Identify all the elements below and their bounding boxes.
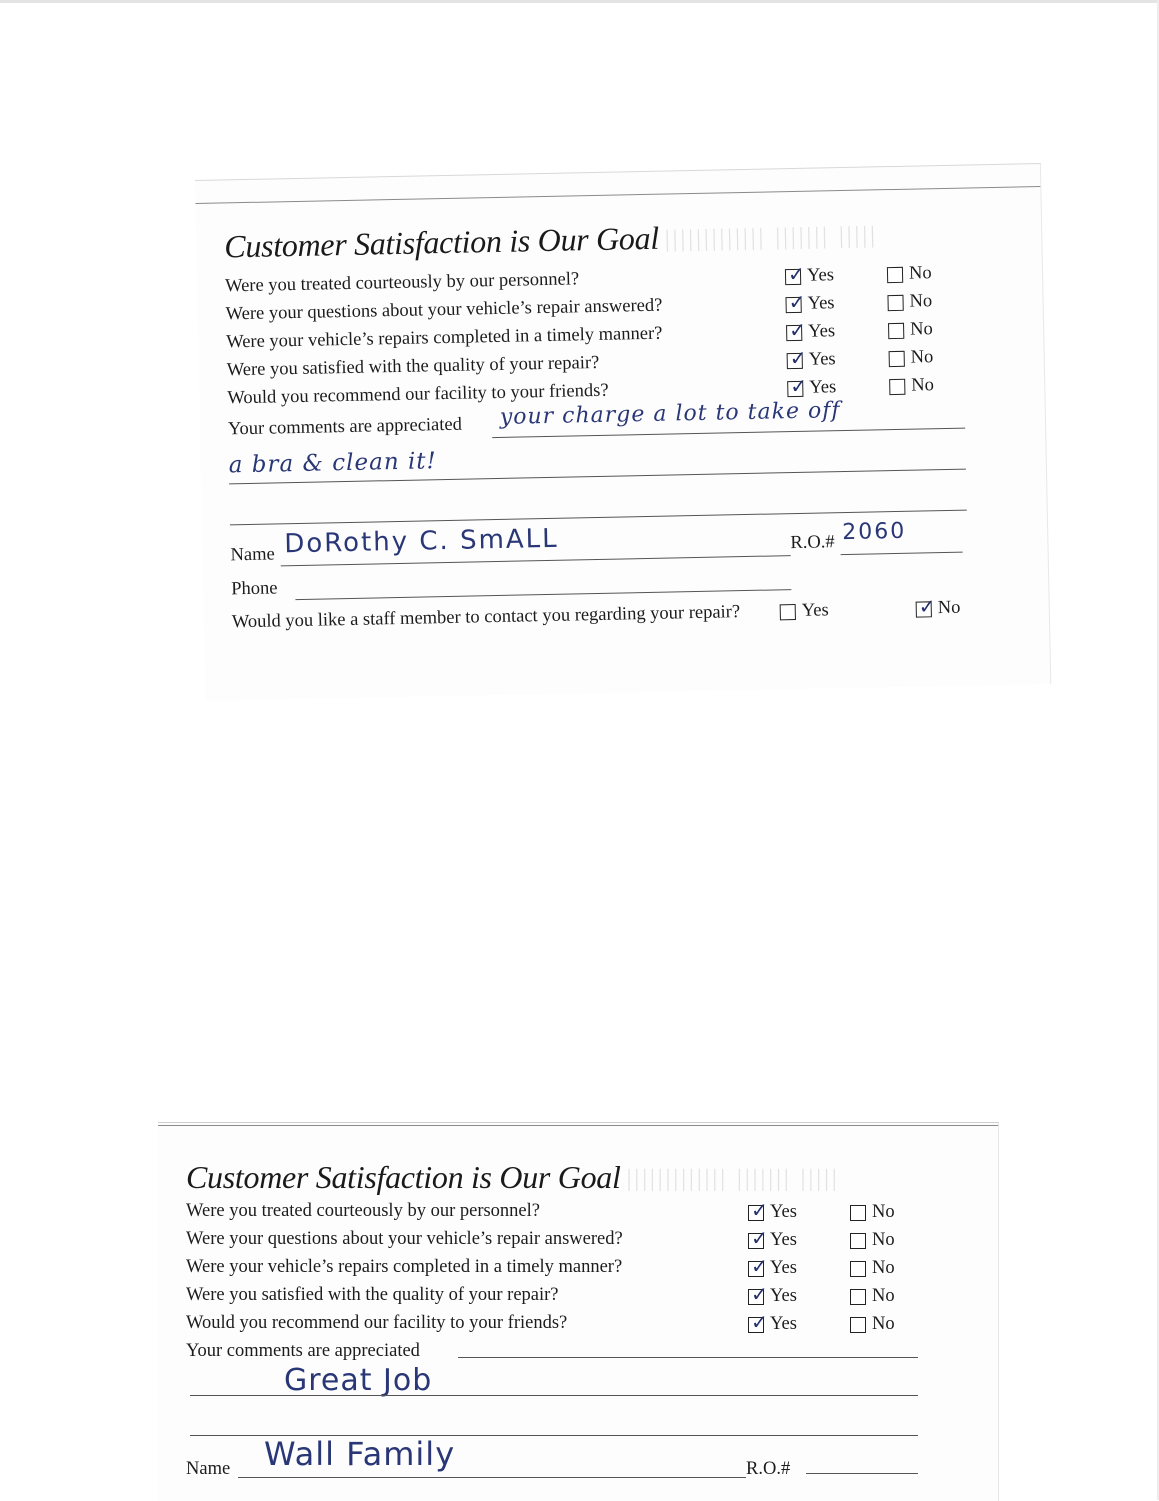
card-top-rule [195, 186, 1040, 204]
yes-label: Yes [770, 1286, 797, 1306]
card-top-rule [158, 1125, 998, 1126]
no-option[interactable] [850, 1230, 895, 1251]
yes-checkbox[interactable] [785, 289, 806, 314]
question-text: Would you recommend our facility to your friends? [186, 1313, 568, 1333]
ro-label: R.O.# [746, 1459, 791, 1479]
yes-checkbox[interactable] [748, 1253, 768, 1278]
no-option[interactable] [887, 263, 932, 285]
phone-line [295, 589, 791, 600]
ro-line [806, 1473, 918, 1474]
yes-label: Yes [770, 1202, 797, 1222]
yes-option[interactable] [786, 317, 836, 343]
no-option[interactable] [850, 1314, 895, 1335]
contact-no-option[interactable] [916, 593, 961, 620]
question-text: Were you treated courteously by our personnel? [186, 1201, 540, 1221]
name-label: Name [230, 544, 275, 566]
no-option[interactable] [850, 1202, 895, 1223]
contact-yes-checkbox[interactable] [780, 604, 796, 620]
yes-label: Yes [770, 1314, 797, 1334]
yes-checkbox[interactable] [748, 1225, 768, 1250]
handwritten-comment[interactable]: a bra & clean it! [228, 448, 438, 479]
scan-edge [0, 0, 1159, 3]
handwritten-name[interactable]: Wall Family [264, 1435, 456, 1473]
yes-label: Yes [770, 1258, 797, 1278]
question-text: Were you satisfied with the quality of your repair? [226, 352, 600, 381]
yes-option[interactable] [785, 289, 835, 315]
yes-option[interactable] [748, 1309, 797, 1335]
yes-option[interactable] [748, 1253, 797, 1279]
no-checkbox[interactable] [850, 1205, 866, 1221]
handwritten-ro-number[interactable]: 2060 [841, 518, 907, 546]
checkmark-icon: ✓ [751, 1281, 768, 1306]
contact-question: Would you like a staff member to contact you regarding your repair? [231, 602, 741, 633]
checkmark-icon: ✓ [787, 261, 806, 286]
no-checkbox[interactable] [850, 1261, 866, 1277]
comment-line [492, 428, 965, 438]
question-row [186, 1309, 978, 1341]
question-text: Would you recommend our facility to your friends? [227, 380, 609, 409]
yes-checkbox[interactable] [748, 1281, 768, 1306]
phone-label: Phone [231, 578, 278, 600]
contact-no-checkbox[interactable] [916, 593, 936, 619]
checkmark-icon: ✓ [788, 289, 806, 314]
no-checkbox[interactable] [889, 350, 905, 366]
ro-line [841, 552, 963, 555]
comments-label: Your comments are appreciated [227, 414, 463, 440]
contact-yes-option[interactable] [780, 600, 829, 622]
no-label: No [909, 291, 933, 312]
survey-card-2 [158, 1122, 999, 1501]
no-option[interactable] [850, 1258, 895, 1279]
no-option[interactable] [888, 319, 933, 341]
no-label: No [872, 1202, 895, 1222]
question-text: Were you treated courteously by our personnel? [224, 269, 580, 297]
no-label: No [872, 1258, 895, 1278]
yes-option[interactable] [748, 1197, 797, 1223]
handwritten-comment[interactable]: your charge a lot to take off [499, 398, 841, 430]
checkmark-icon: ✓ [751, 1309, 768, 1334]
comment-line [190, 1395, 918, 1396]
yes-checkbox[interactable] [748, 1309, 768, 1334]
card-title: Customer Satisfaction is Our Goal ||||||||||||| ||||||| ||||| [223, 219, 879, 265]
question-text: Were your vehicle’s repairs completed in a timely manner? [226, 323, 663, 353]
no-checkbox[interactable] [887, 266, 903, 282]
question-row [186, 1281, 978, 1313]
checkmark-icon: ✓ [751, 1197, 768, 1222]
yes-checkbox[interactable] [787, 373, 808, 398]
survey-card-1 [195, 163, 1051, 701]
yes-checkbox[interactable] [787, 345, 807, 370]
name-line [238, 1477, 746, 1478]
no-checkbox[interactable] [888, 322, 904, 338]
checkmark-icon: ✓ [918, 593, 936, 619]
checkmark-icon: ✓ [790, 373, 808, 398]
contact-yes-label: Yes [801, 600, 829, 621]
yes-checkbox[interactable] [785, 261, 806, 286]
card-title: Customer Satisfaction is Our Goal ||||||||||||| ||||||| ||||| [186, 1159, 840, 1195]
yes-label: Yes [807, 321, 836, 342]
handwritten-comment[interactable]: Great Job [284, 1363, 433, 1398]
no-label: No [872, 1230, 895, 1250]
yes-label: Yes [806, 265, 835, 286]
no-option[interactable] [887, 291, 932, 313]
no-option[interactable] [889, 347, 934, 369]
no-label: No [872, 1314, 895, 1334]
yes-option[interactable] [748, 1225, 797, 1251]
checkmark-icon: ✓ [789, 345, 807, 370]
checkmark-icon: ✓ [751, 1225, 768, 1250]
no-checkbox[interactable] [850, 1289, 866, 1305]
no-checkbox[interactable] [887, 294, 903, 310]
no-checkbox[interactable] [850, 1233, 866, 1249]
question-row [186, 1253, 978, 1285]
question-text: Were your vehicle’s repairs completed in a timely manner? [186, 1257, 623, 1277]
contact-no-label: No [937, 597, 961, 619]
question-text: Were your questions about your vehicle’s repair answered? [186, 1229, 623, 1249]
checkmark-icon: ✓ [788, 317, 807, 342]
question-row [186, 1225, 978, 1257]
yes-checkbox[interactable] [748, 1197, 768, 1222]
no-label: No [872, 1286, 895, 1306]
no-label: No [910, 347, 934, 368]
ro-label: R.O.# [790, 532, 835, 554]
question-row [186, 1197, 978, 1229]
yes-checkbox[interactable] [786, 317, 807, 342]
no-label: No [908, 263, 932, 284]
no-label: No [909, 319, 933, 340]
title-decoration: ||||||||||||| ||||||| ||||| [664, 222, 879, 253]
no-label: No [911, 375, 935, 396]
question-text: Were your questions about your vehicle’s repair answered? [225, 295, 663, 325]
title-decoration: ||||||||||||| ||||||| ||||| [626, 1166, 840, 1192]
no-option[interactable] [850, 1286, 895, 1307]
yes-label: Yes [770, 1230, 797, 1250]
comment-line [458, 1357, 918, 1358]
yes-label: Yes [807, 293, 835, 314]
yes-label: Yes [809, 377, 837, 398]
no-checkbox[interactable] [889, 378, 905, 394]
yes-option[interactable] [748, 1281, 797, 1307]
no-checkbox[interactable] [850, 1317, 866, 1333]
question-text: Were you satisfied with the quality of your repair? [186, 1285, 559, 1305]
yes-option[interactable] [785, 261, 835, 287]
name-label: Name [186, 1459, 231, 1479]
yes-option[interactable] [787, 373, 837, 399]
comments-label: Your comments are appreciated [186, 1341, 420, 1361]
no-option[interactable] [889, 375, 934, 397]
yes-option[interactable] [787, 345, 836, 371]
checkmark-icon: ✓ [751, 1253, 768, 1278]
yes-label: Yes [808, 349, 836, 370]
handwritten-name[interactable]: DoRothy C. SmALL [284, 523, 559, 560]
